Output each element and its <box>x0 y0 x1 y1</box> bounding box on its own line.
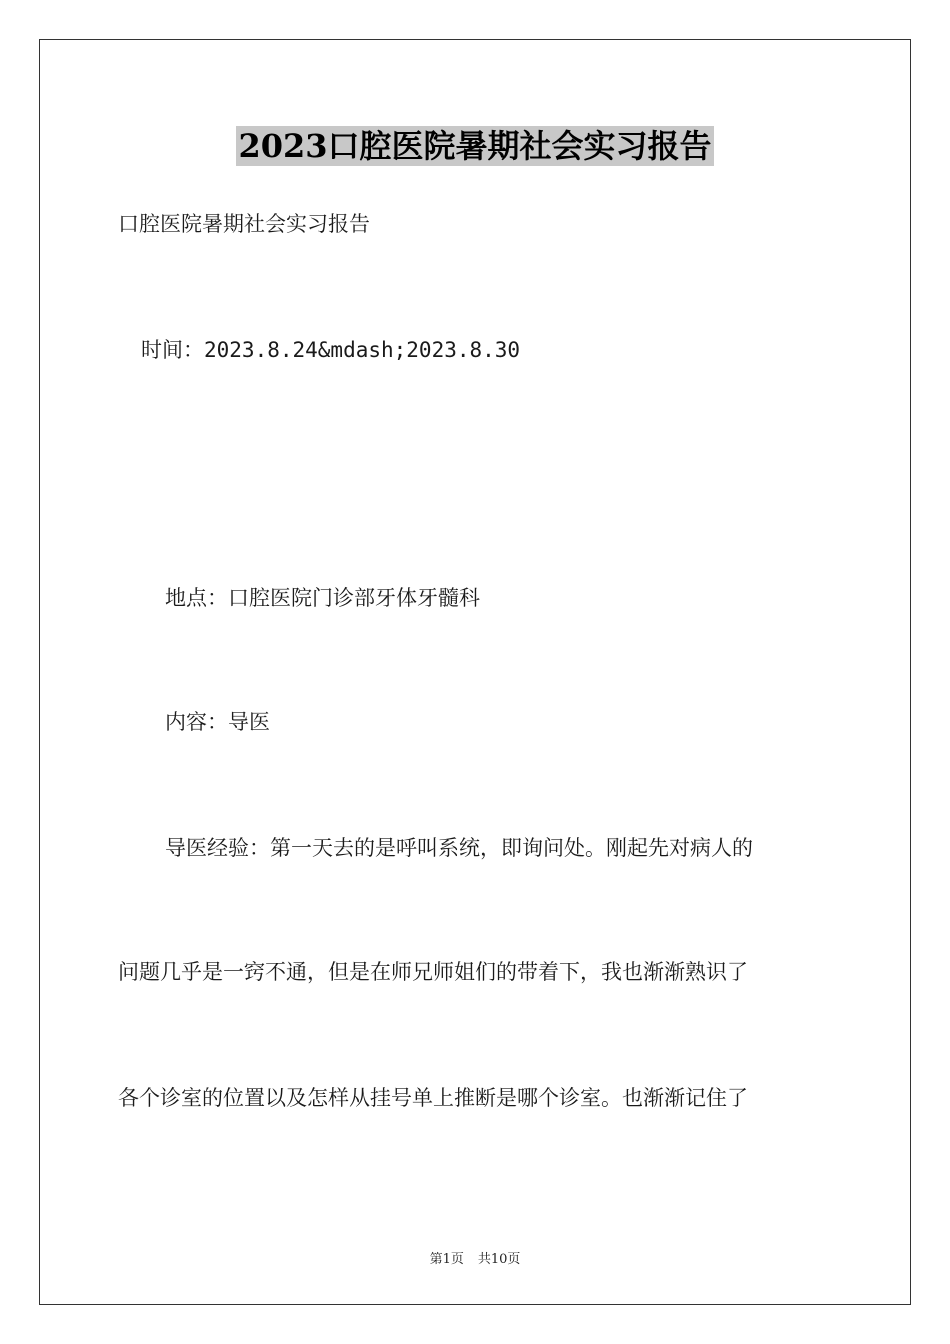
body-line: 导医经验：第一天去的是呼叫系统，即询问处。刚起先对病人的 <box>165 836 753 860</box>
location-line: 地点：口腔医院门诊部牙体牙髓科 <box>165 586 480 610</box>
document-title: 2023口腔医院暑期社会实习报告 <box>238 127 712 165</box>
title-container <box>0 126 950 166</box>
content-line: 内容：导医 <box>165 710 270 734</box>
time-line: 时间：2023.8.24&mdash;2023.8.30 <box>141 338 521 362</box>
body-line: 各个诊室的位置以及怎样从挂号单上推断是哪个诊室。也渐渐记住了 <box>118 1086 748 1110</box>
document-subtitle: 口腔医院暑期社会实习报告 <box>118 212 370 236</box>
page-footer <box>0 1248 950 1267</box>
page-number-current: 第1页 <box>429 1252 464 1267</box>
page-number-total: 共10页 <box>477 1252 521 1267</box>
body-line: 问题几乎是一窍不通，但是在师兄师姐们的带着下，我也渐渐熟识了 <box>118 960 748 984</box>
